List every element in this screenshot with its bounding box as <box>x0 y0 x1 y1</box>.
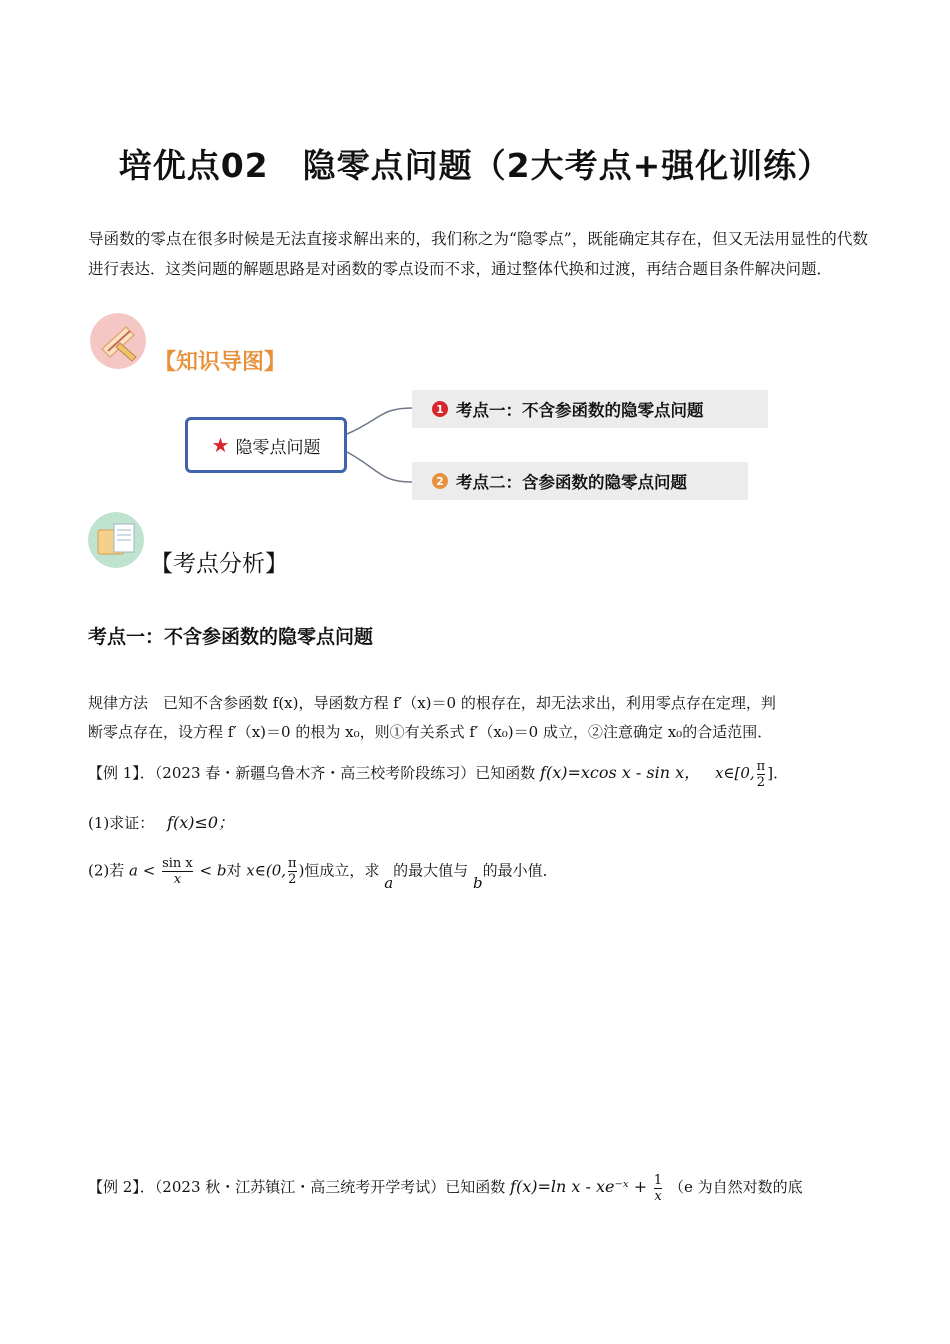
q2-b-var: b <box>472 873 483 892</box>
method-line-1: 规律方法 已知不含参函数 f(x)，导函数方程 f′（x)＝0 的根存在，却无法求出，利用零点存在定理，判 <box>88 694 776 712</box>
q1-math: f(x)≤0； <box>167 813 235 832</box>
q2-end: 的最小值． <box>482 861 558 880</box>
q2-mid2: 的最大值与 <box>393 861 469 880</box>
example-2 <box>88 1172 803 1204</box>
pi-over-2-b <box>288 856 297 887</box>
q2-close: )恒成立，求 <box>298 861 380 880</box>
number-badge-2: 2 <box>432 473 448 489</box>
q2-lt-b: < b <box>199 861 227 880</box>
star-icon: ★ <box>211 433 230 457</box>
q2-den: x <box>162 871 193 887</box>
example-2-prefix: 【例 2】．（2023 秋・江苏镇江・高三统考开学考试）已知函数 <box>88 1178 506 1196</box>
mind-map-connectors <box>0 0 950 520</box>
q2-a-var: a <box>384 873 394 892</box>
example-1-question-1 <box>88 808 234 838</box>
ex2-num: 1 <box>653 1172 663 1188</box>
mind-map-center-node <box>185 417 347 473</box>
q2-num: sin x <box>162 856 193 871</box>
q2-x-domain: x∈(0, <box>246 861 287 880</box>
mind-map-branch-1 <box>412 390 768 428</box>
pi-den: 2 <box>756 774 766 790</box>
q2-prefix: (2)若 <box>88 861 125 880</box>
ex2-den: x <box>654 1188 662 1204</box>
pi-den-b: 2 <box>288 872 297 887</box>
center-node-label: 隐零点问题 <box>235 437 321 458</box>
q1-prefix: (1)求证： <box>88 814 155 832</box>
pi-num-b: π <box>288 856 297 871</box>
example-1-question-2 <box>88 856 558 892</box>
example-1 <box>88 758 888 790</box>
pi-over-2 <box>757 759 766 790</box>
sinx-over-x <box>162 856 193 887</box>
number-badge-1: 1 <box>432 401 448 417</box>
example-1-function: f(x)=xcos x - sin x， <box>540 763 701 782</box>
section-heading: 考点一：不含参函数的隐零点问题 <box>88 626 374 648</box>
one-over-x <box>654 1173 662 1204</box>
example-2-suffix: （e 为自然对数的底 <box>668 1178 803 1196</box>
method-line-2: 断零点存在，设方程 f′（x)＝0 的根为 x₀，则①有关系式 f′（x₀)＝0 成立，②注意确定 x₀的合适范围． <box>88 723 773 741</box>
folder-icon <box>88 512 144 572</box>
example-1-prefix: 【例 1】．（2023 春・新疆乌鲁木齐・高三校考阶段练习）已知函数 <box>88 764 536 782</box>
intro-paragraph: 导函数的零点在很多时候是无法直接求解出来的，我们称之为“隐零点”，既能确定其存在，但又无法用显性的代数进行表达．这类问题的解题思路是对函数的零点设而不求，通过整体代换和过渡，再结合题目条件解决问题． <box>88 230 868 278</box>
example-1-domain-start: x∈[0, <box>714 764 755 782</box>
branch-2-label: 考点二：含参函数的隐零点问题 <box>456 473 687 492</box>
branch-1-label: 考点一：不含参函数的隐零点问题 <box>456 401 704 420</box>
q2-a-lt: a < <box>129 861 156 880</box>
example-1-domain-end: ]． <box>767 764 789 782</box>
q2-mid: 对 <box>226 861 242 880</box>
mind-map-branch-2 <box>412 462 748 500</box>
example-2-function: f(x)=ln x - xe⁻ˣ + <box>510 1177 648 1196</box>
pi-num: π <box>756 758 766 774</box>
knowledge-map-label: 【知识导图】 <box>154 350 287 375</box>
page-title: 培优点02 隐零点问题（2大考点+强化训练） <box>118 146 832 185</box>
analysis-label: 【考点分析】 <box>150 551 288 577</box>
